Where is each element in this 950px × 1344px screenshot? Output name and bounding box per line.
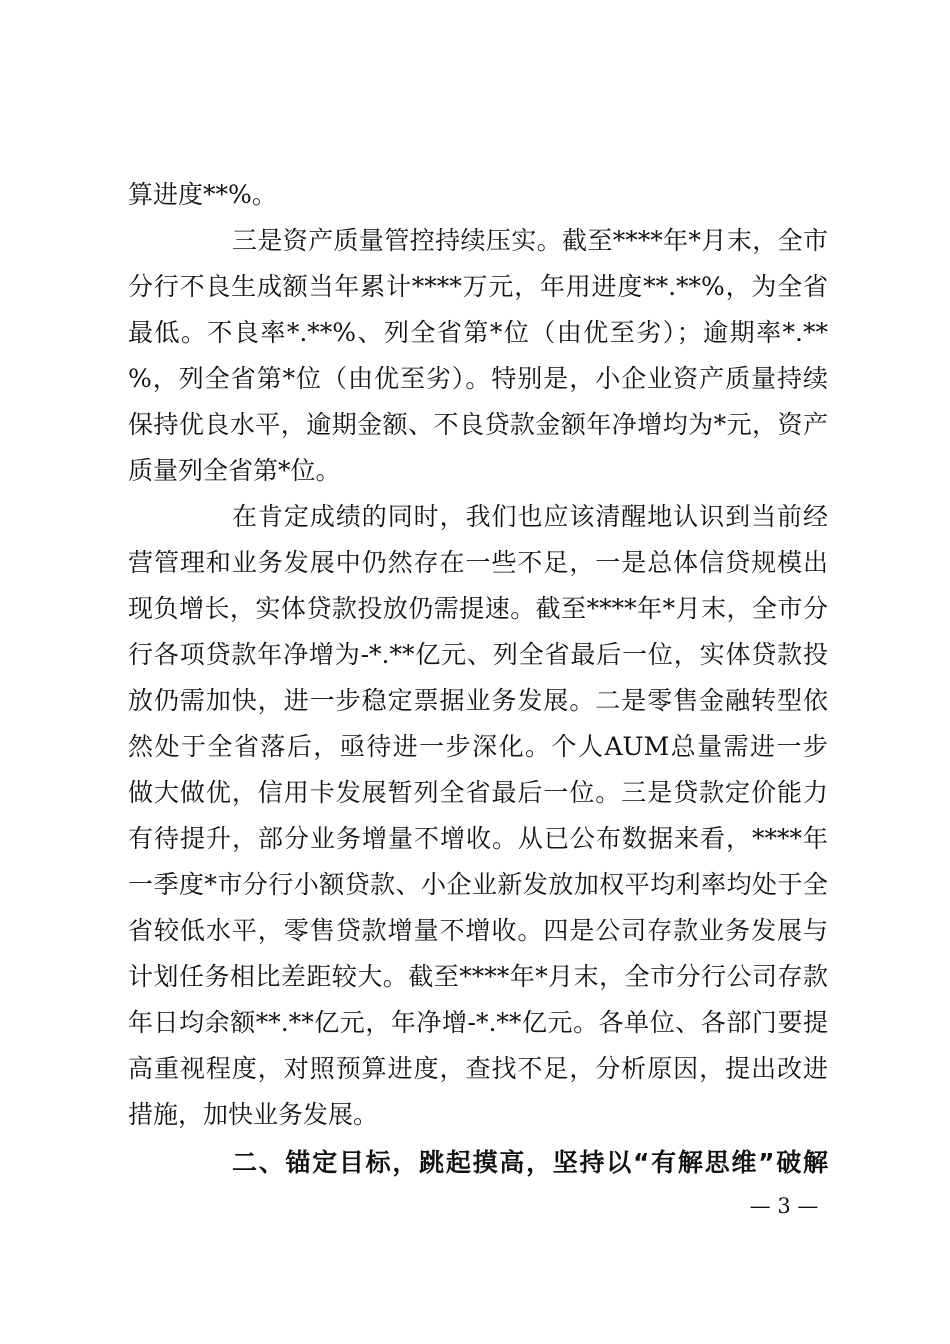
paragraph-line: 在肯定成绩的同时，我们也应该清醒地认识到当前经 [232, 502, 828, 531]
paragraph-line: 算进度**%。 [128, 180, 277, 209]
paragraph-line: 行各项贷款年净增为-*.**亿元、列全省最后一位，实体贷款投 [128, 640, 828, 669]
section-heading: 二、锚定目标，跳起摸高，坚持以“有解思维”破解 [232, 1148, 828, 1177]
paragraph-line: 现负增长，实体贷款投放仍需提速。截至****年*月末，全市分 [128, 594, 828, 623]
paragraph-line: 高重视程度，对照预算进度，查找不足，分析原因，提出改进 [128, 1054, 828, 1083]
paragraph-line: 一季度*市分行小额贷款、小企业新发放加权平均利率均处于全 [128, 870, 828, 899]
paragraph-line: 做大做优，信用卡发展暂列全省最后一位。三是贷款定价能力 [128, 778, 828, 807]
paragraph-line: 质量列全省第*位。 [128, 456, 341, 485]
paragraph-line: 营管理和业务发展中仍然存在一些不足，一是总体信贷规模出 [128, 548, 828, 577]
paragraph-line: 保持优良水平，逾期金额、不良贷款金额年净增均为*元，资产 [128, 410, 828, 439]
paragraph-line: 分行不良生成额当年累计****万元，年用进度**.**%，为全省 [128, 272, 828, 301]
paragraph-line: 最低。不良率*.**%、列全省第*位（由优至劣）；逾期率*.** [128, 318, 828, 347]
paragraph-line: 措施，加快业务发展。 [128, 1100, 379, 1129]
paragraph-line: 有待提升，部分业务增量不增收。从已公布数据来看，****年 [128, 824, 828, 853]
paragraph-line: 三是资产质量管控持续压实。截至****年*月末，全市 [232, 226, 828, 255]
paragraph-line: %，列全省第*位（由优至劣）。特别是，小企业资产质量持续 [128, 364, 828, 393]
paragraph-line: 然处于全省落后，亟待进一步深化。个人AUM总量需进一步 [128, 732, 828, 761]
paragraph-line: 计划任务相比差距较大。截至****年*月末，全市分行公司存款 [128, 962, 828, 991]
paragraph-line: 放仍需加快，进一步稳定票据业务发展。二是零售金融转型依 [128, 686, 828, 715]
paragraph-line: 省较低水平，零售贷款增量不增收。四是公司存款业务发展与 [128, 916, 828, 945]
page-number: — 3 — [749, 1194, 819, 1218]
paragraph-line: 年日均余额**.**亿元，年净增-*.**亿元。各单位、各部门要提 [128, 1008, 828, 1037]
